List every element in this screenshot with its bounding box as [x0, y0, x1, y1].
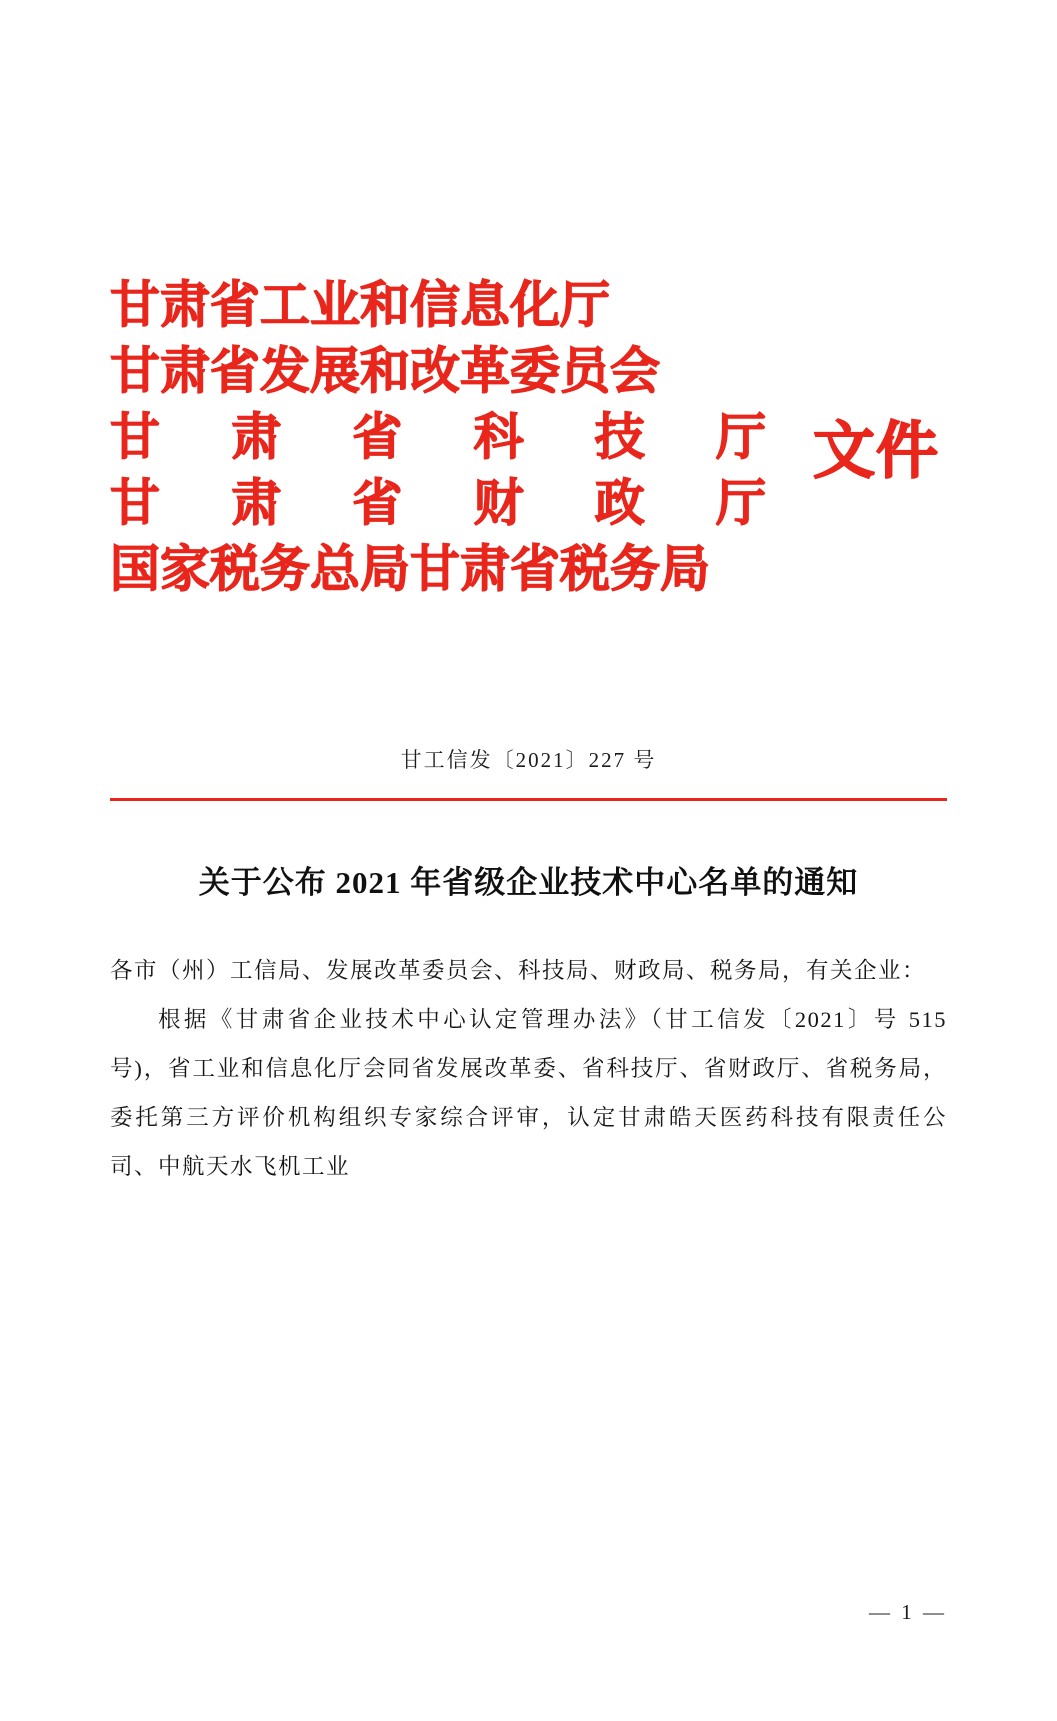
agency-line-3-c5: 技: [594, 409, 645, 465]
agency-line-4: [110, 470, 770, 536]
issuing-agency-list: [110, 272, 770, 602]
agency-line-3-c2: 肃: [231, 409, 282, 465]
agency-line-3: [110, 404, 770, 470]
agency-line-4-c4: 财: [473, 475, 524, 531]
agency-line-2: 甘肃省发展和改革委员会: [110, 343, 660, 399]
agency-line-3-c4: 科: [473, 409, 524, 465]
masthead: [110, 272, 947, 632]
agency-line-4-c1: 甘: [110, 475, 160, 531]
agency-line-4-c3: 省: [352, 475, 403, 531]
agency-line-3-c3: 省: [352, 409, 403, 465]
document-number: 甘工信发〔2021〕227 号: [400, 748, 657, 772]
agency-line-1: 甘肃省工业和信息化厅: [110, 277, 610, 333]
document-body: [110, 946, 947, 1191]
body-paragraph-main: 根据《甘肃省企业技术中心认定管理办法》（甘工信发〔2021〕号 515 号)，省工业和信息化厅会同省发展改革委、省科技厅、省财政厅、省税务局，委托第三方评价机构组织专家综合评审，认定甘肃皓天医药科技有限责任公司、中航天水飞机工业: [110, 1007, 947, 1179]
body-paragraph-recipients: 各市（州）工信局、发展改革委员会、科技局、财政局、税务局，有关企业：: [110, 958, 927, 983]
agency-line-4-c5: 政: [594, 475, 645, 531]
red-divider-rule: [110, 798, 947, 801]
document-word-label: 文件: [812, 418, 939, 486]
agency-line-3-c6: 厅: [715, 409, 766, 465]
agency-line-3-c1: 甘: [110, 409, 160, 465]
page-title: 关于公布 2021 年省级企业技术中心名单的通知: [198, 865, 859, 900]
agency-line-5: 国家税务总局甘肃省税务局: [110, 541, 710, 597]
agency-line-4-c6: 厅: [715, 475, 766, 531]
agency-line-4-c2: 肃: [231, 475, 282, 531]
document-page: [0, 272, 1057, 1721]
page-number-footer: — 1 —: [869, 1600, 947, 1624]
